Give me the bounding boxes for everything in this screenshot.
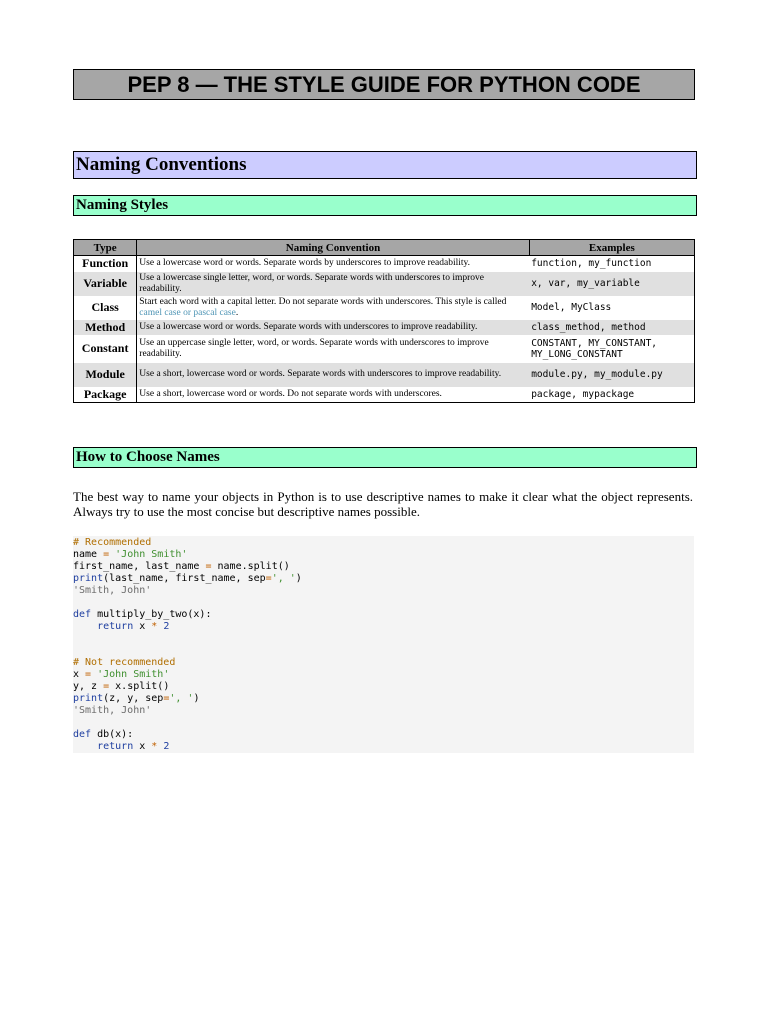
- row-convention: Use a short, lowercase word or words. Separate words with underscores to improve readability.: [137, 363, 529, 387]
- table-header-row: [74, 240, 695, 256]
- header-type: Type: [74, 240, 137, 256]
- code-line: name = 'John Smith': [73, 549, 188, 560]
- table-row: [74, 256, 695, 272]
- table-row: [74, 272, 695, 296]
- code-line: print(last_name, first_name, sep=', '): [73, 573, 302, 584]
- code-line: print(z, y, sep=', '): [73, 693, 200, 704]
- convention-text: Start each word with a capital letter. Do not separate words with underscores. This style is called: [139, 296, 507, 307]
- table-row: [74, 363, 695, 387]
- code-line: # Recommended: [73, 537, 152, 548]
- naming-styles-table: [73, 239, 695, 403]
- header-naming-convention: Naming Convention: [137, 240, 529, 256]
- row-examples: x, var, my_variable: [529, 272, 694, 296]
- camel-case-link[interactable]: camel case or pascal case: [139, 307, 236, 318]
- table-row: [74, 320, 695, 335]
- code-line: def db(x):: [73, 729, 134, 740]
- row-examples: class_method, method: [529, 320, 694, 335]
- code-line: [73, 597, 694, 609]
- row-convention: Use a lowercase single letter, word, or words. Separate words with underscores to improve readability.: [137, 272, 529, 296]
- code-line: return x * 2: [97, 741, 170, 752]
- code-line: [73, 633, 694, 645]
- row-convention: [137, 296, 529, 320]
- row-convention: Use a short, lowercase word or words. Do not separate words with underscores.: [137, 387, 529, 403]
- code-block: [73, 536, 694, 753]
- section-heading-naming-conventions: Naming Conventions: [73, 151, 697, 179]
- row-type: Module: [74, 363, 137, 387]
- code-line: 'Smith, John': [73, 705, 152, 716]
- code-line: [73, 717, 694, 729]
- code-line: x = 'John Smith': [73, 669, 170, 680]
- row-convention: Use a lowercase word or words. Separate words by underscores to improve readability.: [139, 258, 471, 269]
- code-line: y, z = x.split(): [73, 681, 170, 692]
- row-type: Function: [74, 256, 137, 272]
- row-examples: Model, MyClass: [531, 302, 612, 313]
- row-examples: CONSTANT, MY_CONSTANT, MY_LONG_CONSTANT: [531, 337, 658, 360]
- row-examples: function, my_function: [531, 258, 652, 270]
- row-examples: package, mypackage: [529, 387, 694, 403]
- table-row: [74, 296, 695, 320]
- intro-paragraph: The best way to name your objects in Python is to use descriptive names to make it clear what the object represents. Always try to use the most concise but descriptive names possible.: [73, 489, 693, 519]
- row-type: Package: [74, 387, 137, 403]
- code-line: return x * 2: [97, 621, 170, 632]
- row-convention: Use an uppercase single letter, word, or words. Separate words with underscores to improve readability.: [139, 337, 489, 359]
- row-examples: module.py, my_module.py: [529, 363, 694, 387]
- subsection-heading-choose-names: How to Choose Names: [73, 447, 697, 468]
- subsection-heading-naming-styles: Naming Styles: [73, 195, 697, 216]
- table-row: [74, 335, 695, 363]
- code-line: [73, 645, 694, 657]
- code-line: # Not recommended: [73, 657, 176, 668]
- code-line: def multiply_by_two(x):: [73, 609, 212, 620]
- code-line: 'Smith, John': [73, 585, 152, 596]
- row-type: Method: [74, 320, 137, 335]
- row-type: Class: [74, 296, 137, 320]
- row-convention: Use a lowercase word or words. Separate words with underscores to improve readability.: [137, 320, 529, 335]
- table-row: [74, 387, 695, 403]
- header-examples: Examples: [529, 240, 694, 256]
- row-type: Constant: [74, 335, 137, 363]
- code-line: first_name, last_name = name.split(): [73, 561, 290, 572]
- page-title: PEP 8 — THE STYLE GUIDE FOR PYTHON CODE: [73, 69, 695, 100]
- row-type: Variable: [74, 272, 137, 296]
- convention-end: .: [235, 307, 239, 318]
